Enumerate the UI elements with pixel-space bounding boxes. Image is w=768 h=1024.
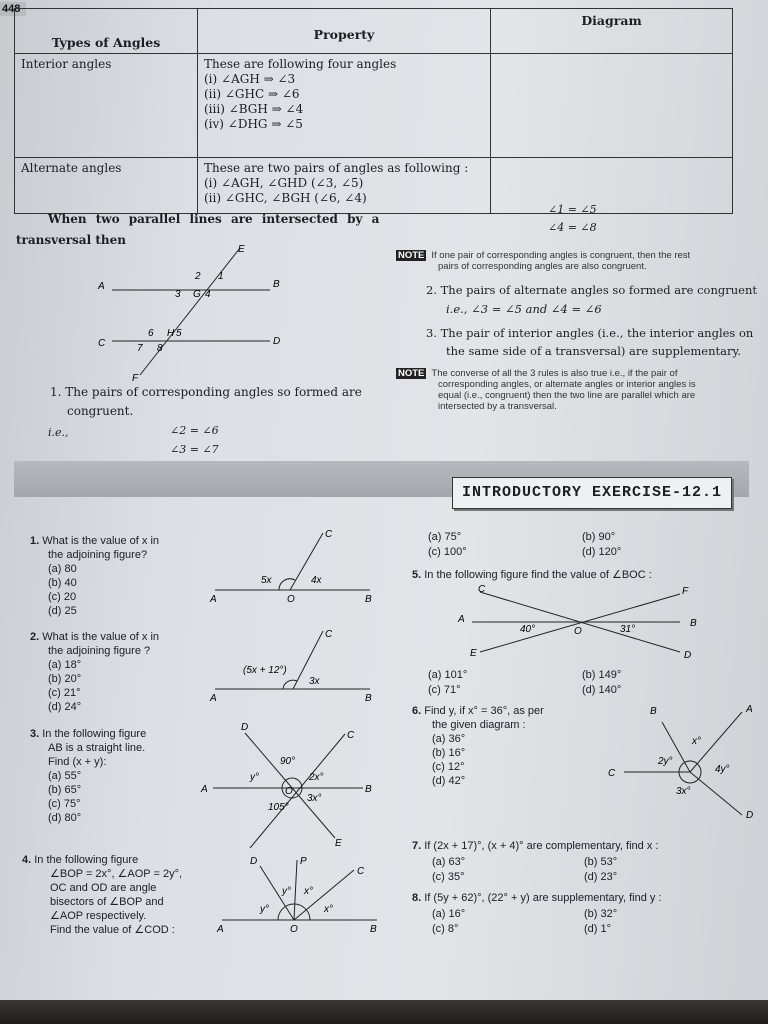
option-b: (b) 20° — [48, 673, 82, 685]
label-4y: 4y° — [715, 764, 730, 775]
label-d: D — [746, 810, 754, 821]
intro-line-1: When two parallel lines are intersected by a — [48, 212, 380, 226]
q-number: 5. — [412, 569, 422, 581]
row-property — [198, 54, 491, 158]
property-line: (iii) ∠BGH ⇒ ∠4 — [204, 102, 304, 116]
q5-option-c: (c) 71° — [428, 684, 461, 696]
rule-2-line-2: i.e., ∠3 = ∠5 and ∠4 = ∠6 — [446, 302, 602, 316]
option-a: (a) 55° — [48, 770, 82, 782]
label-d: D — [241, 722, 249, 733]
table-header-row — [15, 9, 733, 54]
label-x: x° — [304, 886, 313, 897]
option-d: (d) 42° — [432, 775, 466, 787]
intro-line-2: transversal then — [16, 233, 126, 247]
question-2 — [30, 630, 159, 714]
label-4x: 4x — [311, 575, 322, 586]
question-3 — [30, 727, 146, 825]
q8-option-c: (c) 8° — [432, 923, 459, 935]
question-8 — [412, 891, 662, 905]
option-c: (c) 75° — [48, 798, 81, 810]
q-text: In the following figure — [42, 728, 147, 740]
note-text: If one pair of corresponding angles is congruent, then the rest — [431, 250, 691, 261]
label-1: 1 — [218, 271, 224, 282]
ray-op — [294, 860, 297, 920]
label-y: y° — [260, 904, 269, 915]
label-e: E — [470, 648, 477, 659]
property-line: (ii) ∠GHC ⇒ ∠6 — [204, 87, 300, 101]
rule-1-eq-2: ∠3 = ∠7 — [170, 443, 219, 456]
q4-option-b: (b) 90° — [582, 531, 616, 543]
q-text: What is the value of x in — [42, 631, 160, 643]
header-types: Types of Angles — [15, 9, 198, 54]
table-row — [15, 158, 733, 214]
note-label: NOTE — [398, 250, 425, 261]
equation-4-8: ∠4 = ∠8 — [548, 221, 597, 234]
label-d: D — [273, 336, 281, 347]
q3-figure — [195, 718, 380, 853]
q5-option-d: (d) 140° — [582, 684, 622, 696]
label-c: C — [357, 866, 365, 877]
property-line: (iv) ∠DHG ⇒ ∠5 — [204, 117, 303, 131]
q7-option-a: (a) 63° — [432, 856, 466, 868]
option-d: (d) 24° — [48, 701, 82, 713]
q-text: the given diagram : — [432, 719, 526, 731]
line-c — [250, 734, 345, 848]
label-a: A — [458, 614, 465, 625]
label-2: 2 — [195, 271, 201, 282]
label-3x: 3x° — [307, 793, 322, 804]
label-c: C — [478, 584, 486, 595]
header-diagram: Diagram — [491, 9, 733, 54]
label-c: C — [325, 629, 333, 640]
label-2y: 2y° — [658, 756, 673, 767]
property-line: These are two pairs of angles as following : — [204, 161, 469, 175]
property-line: (i) ∠AGH ⇒ ∠3 — [204, 72, 296, 86]
q1-figure — [205, 525, 385, 605]
equation-1-5: ∠1 = ∠5 — [548, 203, 597, 216]
q-text: ∠AOP respectively. — [50, 910, 147, 922]
label-b: B — [365, 594, 372, 605]
label-a: A — [217, 924, 224, 935]
label-105: 105° — [268, 802, 289, 813]
label-o: O — [285, 786, 293, 797]
label-31: 31° — [620, 624, 636, 635]
option-c: (c) 21° — [48, 687, 81, 699]
q-number: 1. — [30, 535, 40, 547]
label-5: 5 — [176, 328, 182, 339]
note-text: pairs of corresponding angles are also congruent. — [438, 261, 647, 272]
ray-od — [690, 772, 742, 815]
q4-figure — [212, 852, 387, 942]
label-c: C — [608, 768, 616, 779]
q-text: Find the value of ∠COD : — [50, 924, 175, 936]
q-number: 2. — [30, 631, 40, 643]
label-40: 40° — [520, 624, 536, 635]
label-o: O — [290, 924, 298, 935]
angle-types-table — [14, 8, 733, 214]
q-text: ∠BOP = 2x°, ∠AOP = 2y°, — [50, 868, 183, 880]
label-b: B — [365, 784, 372, 795]
label-y: y° — [250, 772, 259, 783]
label-c: C — [98, 338, 106, 349]
q-text: If (5y + 62)°, (22° + y) are supplementary, find y : — [424, 892, 662, 904]
note-converse — [396, 368, 696, 412]
question-1 — [30, 534, 159, 618]
row-property — [198, 158, 491, 214]
option-d: (d) 80° — [48, 812, 82, 824]
label-3x: 3x° — [676, 786, 691, 797]
label-c: C — [325, 529, 333, 540]
label-a: A — [746, 704, 753, 715]
label-5x-12: (5x + 12°) — [243, 665, 287, 676]
q-text: bisectors of ∠BOP and — [50, 896, 164, 908]
desk-surface — [0, 1000, 768, 1024]
property-line: (ii) ∠GHC, ∠BGH (∠6, ∠4) — [204, 191, 367, 205]
q-text: Find (x + y): — [48, 756, 107, 768]
label-o: O — [574, 626, 582, 637]
q7-option-b: (b) 53° — [584, 856, 618, 868]
q-text: the adjoining figure? — [48, 549, 148, 561]
label-p: P — [300, 856, 307, 867]
note-congruent — [396, 250, 690, 272]
option-b: (b) 40 — [48, 577, 77, 589]
label-b: B — [690, 618, 697, 629]
label-a: A — [201, 784, 208, 795]
page-number: 448 — [0, 2, 26, 16]
option-a: (a) 18° — [48, 659, 82, 671]
property-line: These are following four angles — [204, 57, 397, 71]
label-y: y° — [282, 886, 291, 897]
option-c: (c) 20 — [48, 591, 77, 603]
label-o: O — [287, 594, 295, 605]
label-e: E — [335, 838, 342, 849]
angle-arc — [279, 579, 295, 590]
label-a: A — [98, 281, 105, 292]
label-3: 3 — [175, 289, 181, 300]
option-b: (b) 65° — [48, 784, 82, 796]
question-5 — [412, 568, 652, 582]
q4-option-d: (d) 120° — [582, 546, 622, 558]
option-b: (b) 16° — [432, 747, 466, 759]
q-text: In the following figure — [34, 854, 139, 866]
q6-figure — [600, 700, 760, 825]
q-number: 8. — [412, 892, 422, 904]
q4-option-c: (c) 100° — [428, 546, 467, 558]
row-type-label: Alternate angles — [15, 158, 198, 214]
q-text: What is the value of x in — [42, 535, 160, 547]
q5-option-a: (a) 101° — [428, 669, 468, 681]
q-number: 3. — [30, 728, 40, 740]
label-b: B — [650, 706, 657, 717]
q4-option-a: (a) 75° — [428, 531, 462, 543]
q8-option-d: (d) 1° — [584, 923, 612, 935]
rule-2-line-1: 2. The pairs of alternate angles so formed are congruent — [426, 283, 757, 297]
q7-option-d: (d) 23° — [584, 871, 618, 883]
q-text: In the following figure find the value of ∠BOC : — [424, 569, 652, 581]
q5-figure — [450, 582, 710, 662]
q-text: the adjoining figure ? — [48, 645, 151, 657]
rule-3-line-2: the same side of a transversal) are supplementary. — [446, 344, 742, 358]
label-90: 90° — [280, 756, 296, 767]
label-8: 8 — [157, 343, 163, 354]
label-d: D — [684, 650, 692, 661]
option-c: (c) 12° — [432, 761, 465, 773]
transversal — [140, 248, 240, 375]
note-text: intersected by a transversal. — [438, 401, 557, 412]
q-text: AB is a straight line. — [48, 742, 146, 754]
q-text: Find y, if x° = 36°, as per — [424, 705, 544, 717]
label-g: G — [193, 289, 201, 300]
parallel-lines-figure — [90, 240, 390, 385]
q-text: OC and OD are angle — [50, 882, 157, 894]
label-d: D — [250, 856, 258, 867]
question-6 — [412, 704, 544, 788]
rule-1-line-1: 1. The pairs of corresponding angles so formed are — [50, 385, 362, 399]
header-property: Property — [198, 9, 491, 54]
label-3x: 3x — [309, 676, 320, 687]
label-f: F — [132, 373, 139, 384]
row-diagram-cell — [491, 158, 733, 214]
q7-option-c: (c) 35° — [432, 871, 465, 883]
q5-option-b: (b) 149° — [582, 669, 622, 681]
label-b: B — [273, 279, 280, 290]
option-d: (d) 25 — [48, 605, 77, 617]
q-number: 6. — [412, 705, 422, 717]
q8-option-b: (b) 32° — [584, 908, 618, 920]
note-text: corresponding angles, or alternate angles or interior angles is — [438, 379, 696, 390]
q-number: 4. — [22, 854, 32, 866]
label-a: A — [210, 693, 217, 704]
option-a: (a) 36° — [432, 733, 466, 745]
row-type-label: Interior angles — [15, 54, 198, 158]
note-label: NOTE — [398, 368, 425, 379]
q-text: If (2x + 17)°, (x + 4)° are complementary, find x : — [424, 840, 659, 852]
label-x: x° — [324, 904, 333, 915]
property-line: (i) ∠AGH, ∠GHD (∠3, ∠5) — [204, 176, 364, 190]
rule-3-line-1: 3. The pair of interior angles (i.e., the interior angles on — [426, 326, 754, 340]
row-diagram-cell — [491, 54, 733, 158]
rule-1-eq-1: ∠2 = ∠6 — [170, 424, 219, 437]
exercise-title: INTRODUCTORY EXERCISE-12.1 — [452, 477, 732, 509]
question-4 — [22, 853, 182, 937]
rule-1-line-2: congruent. — [67, 404, 134, 418]
rule-1-ie: i.e., — [48, 426, 69, 439]
q2-figure — [205, 625, 385, 705]
note-text: The converse of all the 3 rules is also true i.e., if the pair of — [431, 368, 678, 379]
label-7: 7 — [137, 343, 143, 354]
label-b: B — [365, 693, 372, 704]
label-h: H — [167, 328, 175, 339]
label-b: B — [370, 924, 377, 935]
question-7 — [412, 839, 658, 853]
label-2x: 2x° — [309, 772, 324, 783]
label-f: F — [682, 586, 689, 597]
label-a: A — [210, 594, 217, 605]
label-6: 6 — [148, 328, 154, 339]
q8-option-a: (a) 16° — [432, 908, 466, 920]
table-row — [15, 54, 733, 158]
q-number: 7. — [412, 840, 422, 852]
label-e: E — [238, 244, 245, 255]
note-text: equal (i.e., congruent) then the two line are parallel which are — [438, 390, 696, 401]
label-c: C — [347, 730, 355, 741]
option-a: (a) 80 — [48, 563, 77, 575]
label-4: 4 — [205, 289, 211, 300]
label-x: x° — [692, 736, 701, 747]
label-5x: 5x — [261, 575, 272, 586]
